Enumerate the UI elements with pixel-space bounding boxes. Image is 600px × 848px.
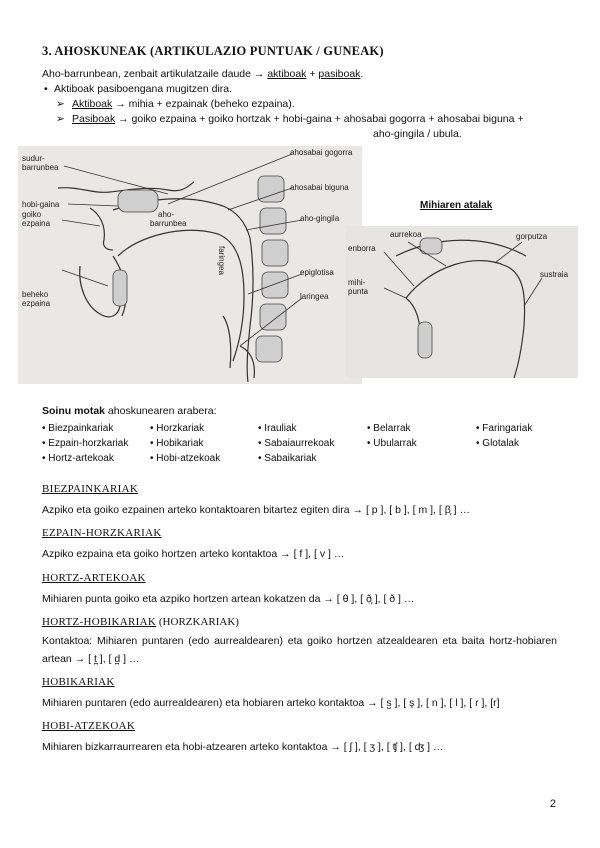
page-title: 3. AHOSKUNEAK (ARTIKULAZIO PUNTUAK / GUNEAK) bbox=[42, 44, 384, 58]
label-ezpaina-top: ezpaina bbox=[22, 219, 51, 228]
sound-type-item bbox=[150, 423, 220, 438]
intro-sub-pasiboak bbox=[56, 112, 524, 126]
sound-type-item bbox=[150, 438, 220, 453]
bullet-dot-icon: • bbox=[150, 423, 154, 434]
intro-bullet-text: Aktiboak pasiboengana mugitzen dira. bbox=[54, 83, 233, 95]
bullet-dot-icon: • bbox=[42, 423, 46, 434]
bullet-dot-icon: • bbox=[150, 453, 154, 464]
label-enborra: enborra bbox=[348, 244, 376, 253]
intro-text-mid: + bbox=[306, 68, 319, 80]
vocal-tract-diagram bbox=[18, 146, 362, 384]
intro-sub-pasiboak-cont: aho-gingila / ubula. bbox=[373, 128, 462, 140]
sound-type-item bbox=[258, 438, 334, 453]
section-text-ezpain-horzkariak: Azpiko ezpaina eta goiko hortzen arteko kontaktoa → [ f ], [ v ] … bbox=[42, 548, 345, 560]
arrow-bullet-icon: ➢ bbox=[56, 98, 65, 110]
sound-type-label: Hobi-atzekoak bbox=[156, 453, 221, 464]
label-faringea: faringea bbox=[217, 246, 226, 275]
section-heading-hobikariak: HOBIKARIAK bbox=[42, 676, 115, 688]
bullet-dot-icon: • bbox=[367, 423, 371, 434]
label-sudur: sudur- bbox=[22, 154, 45, 163]
sound-type-label: Ubularrak bbox=[373, 438, 417, 449]
sound-type-item bbox=[42, 453, 128, 468]
bullet-dot-icon: • bbox=[258, 438, 262, 449]
label-ahosabai-gogorra: ahosabai gogorra bbox=[290, 148, 353, 157]
sound-types-column bbox=[367, 423, 417, 453]
bullet-dot-icon: • bbox=[258, 453, 262, 464]
section-heading-hortz-hobikariak-extra: (HORZKARIAK) bbox=[156, 616, 239, 628]
aktiboak-term: aktiboak bbox=[267, 68, 307, 80]
label-hobi-gaina: hobi-gaina bbox=[22, 200, 60, 209]
section-heading-biezpainkariak: BIEZPAINKARIAK bbox=[42, 483, 139, 495]
bullet-dot-icon: • bbox=[476, 438, 480, 449]
sound-type-label: Glotalak bbox=[482, 438, 519, 449]
sound-types-column bbox=[150, 423, 220, 468]
sound-type-item bbox=[258, 453, 334, 468]
label-barrunbea: barrunbea bbox=[22, 163, 59, 172]
sound-type-item bbox=[258, 423, 334, 438]
page-number: 2 bbox=[549, 798, 556, 810]
section-text-biezpainkariak: Azpiko eta goiko ezpainen arteko kontaktoaren bitartez egiten dira → [ p ], [ b ], [ m ], [ β̞ ] … bbox=[42, 504, 471, 516]
sound-type-item bbox=[42, 423, 128, 438]
section-text-hobi-atzekoak: Mihiaren bizkarraurrearen eta hobi-atzearen arteko kontaktoa → [ ʃ ], [ ʒ ], [ ʧ ], [ ʤ ] … bbox=[42, 741, 444, 753]
sound-type-item bbox=[367, 438, 417, 453]
sound-type-item bbox=[476, 423, 532, 438]
pasiboak-sub-text: → goiko ezpaina + goiko hortzak + hobi-gaina + ahosabai gogorra + ahosabai biguna + bbox=[115, 113, 524, 125]
label-epiglotisa: epiglotisa bbox=[300, 268, 334, 277]
label-mihi: mihi- bbox=[348, 278, 366, 287]
section-heading-hortz-artekoak: HORTZ-ARTEKOAK bbox=[42, 572, 146, 584]
section-heading-hortz-hobikariak: HORTZ-HOBIKARIAK bbox=[42, 616, 157, 628]
sound-type-item bbox=[476, 438, 532, 453]
bullet-dot-icon: • bbox=[42, 438, 46, 449]
figure2-caption: Mihiaren atalak bbox=[420, 200, 493, 211]
soinu-motak-bold: Soinu motak bbox=[42, 405, 106, 417]
label-beheko: beheko bbox=[22, 290, 49, 299]
sound-types-column bbox=[258, 423, 334, 468]
sound-type-label: Ezpain-horzkariak bbox=[48, 438, 129, 449]
pasiboak-sub-term: Pasiboak bbox=[72, 113, 116, 125]
sound-types-column bbox=[42, 423, 128, 468]
bullet-dot-icon: • bbox=[150, 438, 154, 449]
soinu-motak-heading bbox=[42, 404, 217, 418]
sound-type-label: Sabaikariak bbox=[264, 453, 317, 464]
tongue-body-outline bbox=[406, 261, 525, 378]
label-aho: aho- bbox=[158, 210, 175, 219]
sound-type-label: Belarrak bbox=[373, 423, 411, 434]
sound-type-label: Irauliak bbox=[264, 423, 297, 434]
sound-type-label: Horzkariak bbox=[156, 423, 205, 434]
bullet-dot-icon: • bbox=[476, 423, 480, 434]
label-ahosabai-biguna: ahosabai biguna bbox=[290, 183, 349, 192]
intro-line bbox=[42, 67, 363, 81]
pasiboak-term: pasiboak bbox=[318, 68, 361, 80]
sound-type-label: Hortz-artekoak bbox=[48, 453, 114, 464]
label-punta: punta bbox=[348, 287, 369, 296]
soinu-motak-rest: ahoskunearen arabera: bbox=[105, 405, 217, 417]
section-heading-hortz-hobikariak-wrap bbox=[42, 616, 239, 628]
label-aho-barrunbea: barrunbea bbox=[150, 219, 187, 228]
sound-type-label: Hobikariak bbox=[156, 438, 204, 449]
bullet-dot-icon: • bbox=[42, 453, 46, 464]
arrow-bullet-icon: ➢ bbox=[56, 113, 65, 125]
aktiboak-sub-text: → mihia + ezpainak (beheko ezpaina). bbox=[112, 98, 295, 110]
sound-type-item bbox=[367, 423, 417, 438]
label-laringea: laringea bbox=[300, 292, 329, 301]
section-text-hobikariak: Mihiaren puntaren (edo aurrealdearen) eta hobiaren arteko kontaktoa → [ s̺ ], [ ş ], [ n ], [ l ], [ ɾ ], [r] bbox=[42, 697, 500, 709]
sound-type-item bbox=[150, 453, 220, 468]
intro-sub-aktiboak bbox=[56, 97, 295, 111]
intro-text-post: . bbox=[360, 68, 364, 80]
label-gorputza: gorputza bbox=[516, 232, 548, 241]
bullet-dot-icon: • bbox=[44, 83, 48, 95]
tongue-parts-diagram bbox=[346, 226, 578, 378]
sound-type-label: Faringariak bbox=[482, 423, 533, 434]
label-goiko: goiko bbox=[22, 210, 42, 219]
sound-type-item bbox=[42, 438, 128, 453]
upper-lip-outline bbox=[90, 208, 113, 250]
label-aurrekoa: aurrekoa bbox=[390, 230, 422, 239]
larynx-outline bbox=[223, 316, 231, 368]
section-text-hortz-hobikariak: Kontaktoa: Mihiaren puntaren (edo aurrealdearen) eta goiko hortzen atzealdearen eta baita hortz-hobiaren artean → [ t̪ ], [ d̪ ] … bbox=[42, 635, 557, 665]
bullet-dot-icon: • bbox=[367, 438, 371, 449]
bullet-dot-icon: • bbox=[258, 423, 262, 434]
section-heading-ezpain-horzkariak: EZPAIN-HORZKARIAK bbox=[42, 527, 162, 539]
tongue-parts-drawing bbox=[346, 226, 578, 378]
section-heading-hobi-atzekoak: HOBI-ATZEKOAK bbox=[42, 720, 136, 732]
label-ezpaina-bottom: ezpaina bbox=[22, 299, 51, 308]
vocal-tract-drawing bbox=[18, 146, 362, 384]
sound-type-label: Sabaiaurrekoak bbox=[264, 438, 335, 449]
intro-text-pre: Aho-barrunbean, zenbait artikulatzaile daude → bbox=[42, 68, 268, 80]
sound-types-column bbox=[476, 423, 532, 453]
aktiboak-sub-term: Aktiboak bbox=[72, 98, 113, 110]
label-sustraia: sustraia bbox=[540, 270, 569, 279]
sound-type-label: Biezpainkariak bbox=[48, 423, 114, 434]
section-text-hortz-artekoak: Mihiaren punta goiko eta azpiko hortzen artean kokatzen da → [ θ ], [ ð̣̞ ], [ ð ] … bbox=[42, 593, 415, 605]
intro-bullet bbox=[44, 82, 232, 96]
label-aho-gingila: aho-gingila bbox=[300, 214, 340, 223]
